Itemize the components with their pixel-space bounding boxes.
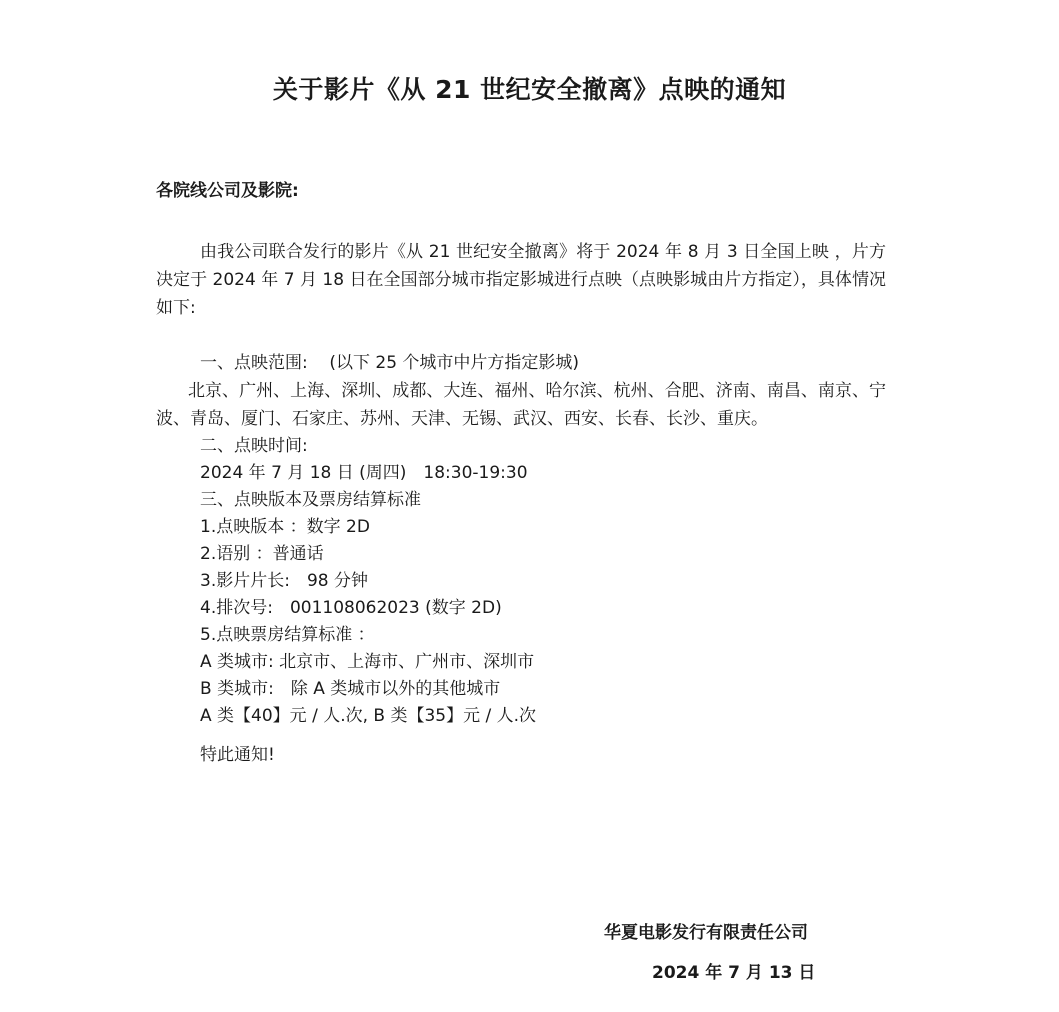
list-item: 4.排次号: 001108062023 (数字 2D) bbox=[200, 598, 502, 618]
intro-paragraph: 由我公司联合发行的影片《从 21 世纪安全撤离》将于 2024 年 8 月 3 日全国上映 ，片方决定于 2024 年 7 月 18 日在全国部分城市指定影城进行点映（点映影城由片方指定），具体情况如下: bbox=[156, 242, 886, 318]
document-title: 关于影片《从 21 世纪安全撤离》点映的通知 bbox=[272, 75, 787, 104]
spacer bbox=[156, 730, 886, 742]
list-item: 2.语别 ：普通话 bbox=[200, 544, 324, 564]
screening-time: 2024 年 7 月 18 日 (周四) 18:30-19:30 bbox=[200, 463, 528, 483]
section1-heading: 一、点映范围: bbox=[200, 353, 308, 373]
class-a-cities: A 类城市: 北京市、上海市、广州市、深圳市 bbox=[200, 652, 535, 672]
list-item: 3.影片片长: 98 分钟 bbox=[200, 571, 368, 591]
section1-heading-row bbox=[156, 350, 886, 377]
class-b-cities: B 类城市: 除 A 类城市以外的其他城市 bbox=[200, 679, 501, 699]
section3-heading: 三、点映版本及票房结算标准 bbox=[200, 490, 421, 510]
list-item: 1.点映版本 ：数字 2D bbox=[200, 517, 370, 537]
salutation: 各院线公司及影院: bbox=[156, 181, 299, 201]
list-item: 5.点映票房结算标准 ： bbox=[200, 625, 375, 645]
closing-line: 特此通知! bbox=[200, 745, 275, 765]
notice-body bbox=[156, 350, 886, 769]
ticket-price: A 类【40】元 / 人.次, B 类【35】元 / 人.次 bbox=[200, 706, 537, 726]
section1-note: (以下 25 个城市中片方指定影城) bbox=[329, 353, 580, 373]
section2-heading: 二、点映时间: bbox=[200, 436, 308, 456]
city-list: 北京、广州、上海、深圳、成都、大连、福州、哈尔滨、杭州、合肥、济南、南昌、南京、宁波、青岛、厦门、石家庄、苏州、天津、无锡、武汉、西安、长春、长沙、重庆。 bbox=[156, 381, 886, 429]
signature-date: 2024 年 7 月 13 日 bbox=[652, 963, 816, 983]
signature-company: 华夏电影发行有限责任公司 bbox=[604, 923, 808, 943]
